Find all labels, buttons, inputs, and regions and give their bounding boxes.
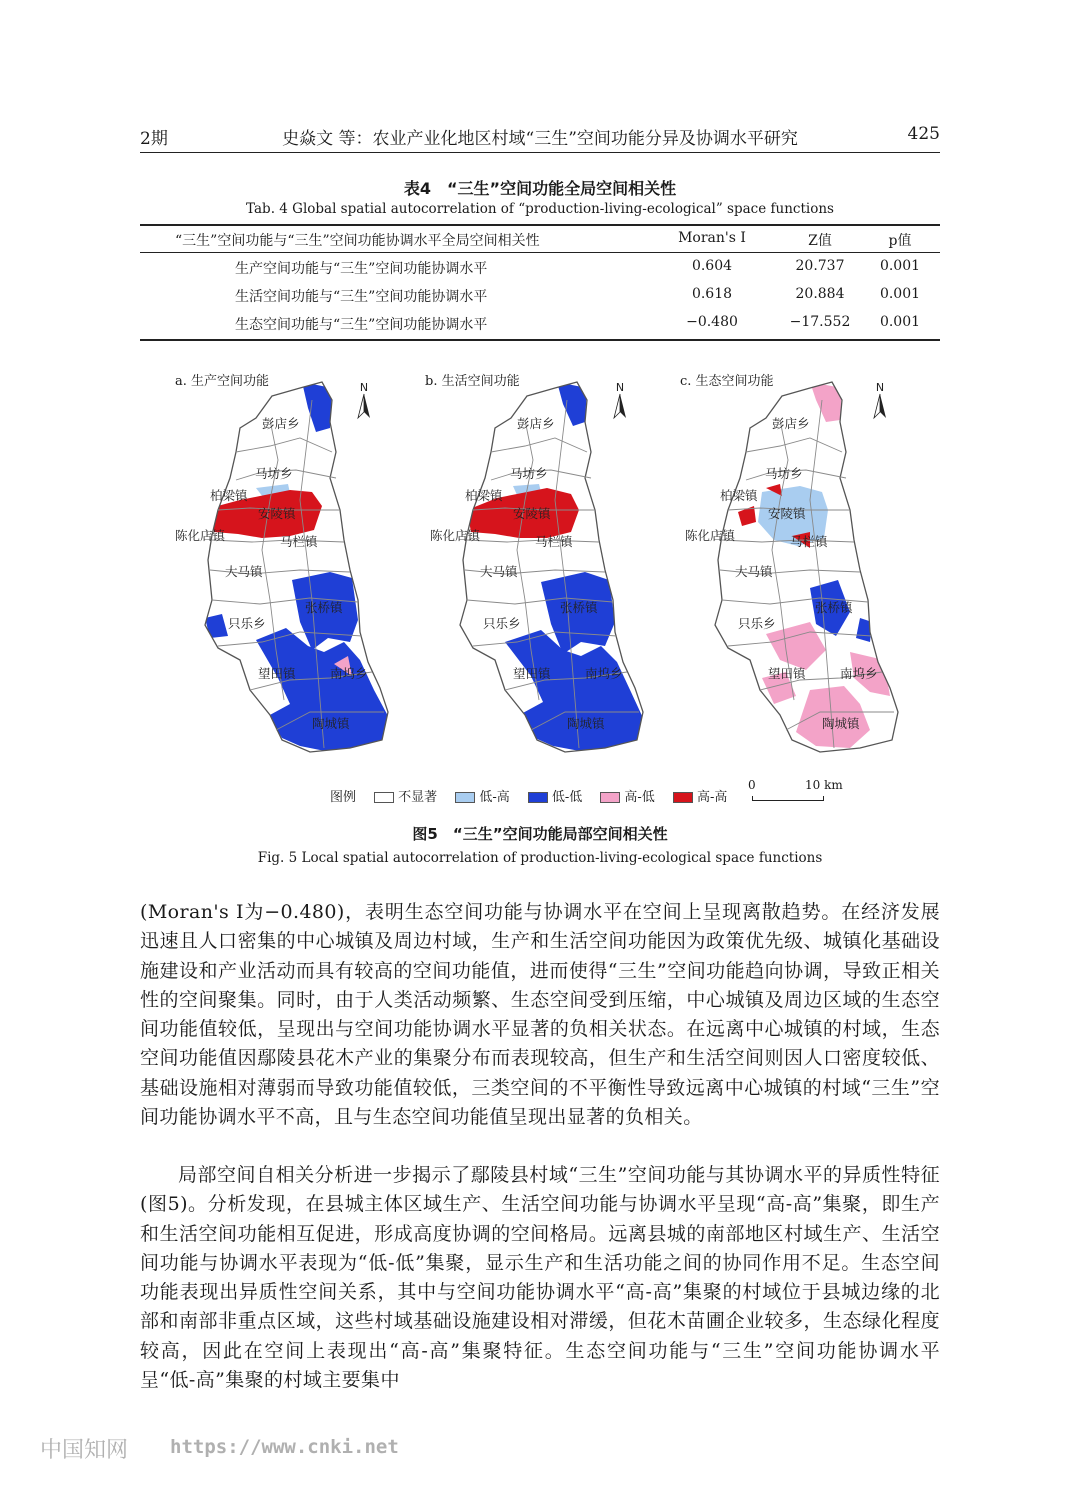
legend-swatch: [528, 792, 548, 803]
place-label: 陈化店镇: [685, 528, 736, 543]
map-title-c: c. 生态空间功能: [680, 374, 774, 389]
table-mid-rule: [140, 252, 940, 253]
north-label: N: [615, 381, 625, 394]
table-header: “三生”空间功能与“三生”空间功能协调水平全局空间相关性: [175, 233, 540, 249]
place-label: 马栏镇: [280, 534, 318, 549]
place-label: 陈化店镇: [175, 528, 226, 543]
legend-swatch: [600, 792, 620, 803]
place-label: 张桥镇: [815, 600, 853, 615]
place-label: 安陵镇: [258, 506, 296, 521]
legend-label: 高-高: [696, 790, 728, 805]
place-label: 柏梁镇: [210, 488, 248, 503]
scale-label: 10 km: [805, 778, 843, 792]
legend-label: 低-低: [551, 790, 583, 805]
place-label: 张桥镇: [305, 600, 343, 615]
table-cell: 生态空间功能与“三生”空间功能协调水平: [235, 317, 488, 333]
place-label: 望田镇: [258, 666, 296, 681]
scale-zero: 0: [748, 778, 756, 792]
place-label: 彭店乡: [517, 416, 555, 431]
place-label: 张桥镇: [560, 600, 598, 615]
table-cell: 0.604: [691, 258, 733, 274]
table-cell: −17.552: [789, 314, 851, 330]
table-header: Z值: [808, 233, 832, 249]
issue-number: 2期: [140, 129, 168, 149]
place-label: 柏梁镇: [465, 488, 503, 503]
north-arrow-icon: [874, 381, 886, 418]
table-cell: 20.884: [795, 286, 845, 302]
place-label: 陶城镇: [822, 716, 860, 731]
place-label: 马坊乡: [255, 466, 293, 481]
place-label: 马坊乡: [765, 466, 803, 481]
map-title-a: a. 生产空间功能: [175, 374, 270, 389]
table-header: Moran's I: [678, 230, 746, 246]
table-cell: 0.618: [691, 286, 733, 302]
place-label: 安陵镇: [768, 506, 806, 521]
table-caption-zh: 表4 “三生”空间功能全局空间相关性: [403, 179, 677, 198]
place-label: 安陵镇: [513, 506, 551, 521]
legend-swatch: [673, 792, 693, 803]
place-label: 望田镇: [768, 666, 806, 681]
place-label: 彭店乡: [772, 416, 810, 431]
body-paragraph-2: 局部空间自相关分析进一步揭示了鄢陵县村域“三生”空间功能与其协调水平的异质性特征(图5)。分析发现，在县城主体区域生产、生活空间功能与协调水平呈现“高-高”集聚，即生产和生活空间功能相互促进，形成高度协调的空间格局。远离县城的南部地区村域生产、生活空间功能与协调水平表现为“低-低”集聚，显示生产和生活功能之间的协同作用不足。生态空间功能表现出异质性空间关系，其中与空间功能协调水平“高-高”集聚的村域位于县城边缘的北部和南部非重点区域，这些村域基础设施建设相对滞缓，但花木苗圃企业较多，生态绿化程度较高，因此在空间上表现出“高-高”集聚特征。生态空间功能与“三生”空间功能协调水平呈“低-高”集聚的村域主要集中: [140, 1164, 940, 1392]
table-header: p值: [888, 233, 912, 249]
place-label: 彭店乡: [262, 416, 300, 431]
table-cell: 0.001: [879, 286, 921, 302]
cnki-watermark: 中国知网: [40, 1438, 129, 1463]
body-paragraph-1: (Moran's I为−0.480)，表明生态空间功能与协调水平在空间上呈现离散趋势。在经济发展迅速且人口密集的中心城镇及周边村域，生产和生活空间功能因为政策优先级、城镇化基础设施建设和产业活动而具有较高的空间功能值，进而使得“三生”空间功能趋向协调，导致正相关性的空间聚集。同时，由于人类活动频繁、生态空间受到压缩，中心城镇及周边区域的生态空间功能值较低，呈现出与空间功能协调水平显著的负相关状态。在远离中心城镇的村域，生态空间功能值因鄢陵县花木产业的集聚分布而表现较高，但生产和生活空间则因人口密度较低、基础设施相对薄弱而导致功能值较低，三类空间的不平衡性导致远离中心城镇的村域“三生”空间功能协调水平不高，且与生态空间功能值呈现出显著的负相关。: [140, 901, 940, 1129]
place-label: 只乐乡: [228, 616, 266, 631]
place-label: 南坞乡: [585, 666, 623, 681]
legend-label: 高-低: [624, 790, 655, 805]
map-figure: [0, 360, 1080, 760]
north-label: N: [875, 381, 885, 394]
map-title-b: b. 生活空间功能: [425, 374, 520, 389]
legend-label: 不显著: [398, 790, 438, 805]
legend-title: 图例: [330, 790, 357, 805]
place-label: 陶城镇: [567, 716, 605, 731]
place-label: 大马镇: [225, 564, 263, 579]
table-cell: 生产空间功能与“三生”空间功能协调水平: [235, 261, 488, 277]
place-label: 南坞乡: [840, 666, 878, 681]
place-label: 马栏镇: [790, 534, 828, 549]
header-rule: [140, 152, 940, 153]
table-cell: 0.001: [879, 258, 921, 274]
scale-bar: [752, 796, 824, 801]
table-cell: 生活空间功能与“三生”空间功能协调水平: [235, 289, 488, 305]
cnki-url: https://www.cnki.net: [170, 1436, 399, 1458]
place-label: 马栏镇: [535, 534, 573, 549]
north-arrow-icon: [614, 381, 626, 418]
table-caption-en: Tab. 4 Global spatial autocorrelation of “production-living-ecological” space functions: [246, 201, 834, 217]
table-cell: 0.001: [879, 314, 921, 330]
place-label: 陶城镇: [312, 716, 350, 731]
page-number: 425: [907, 124, 940, 144]
table-bottom-rule: [140, 339, 940, 341]
place-label: 柏梁镇: [720, 488, 758, 503]
table-top-rule: [140, 224, 940, 226]
place-label: 大马镇: [735, 564, 773, 579]
table-cell: −0.480: [686, 314, 738, 330]
place-label: 大马镇: [480, 564, 518, 579]
legend-swatch: [374, 792, 394, 803]
figure-caption-zh: 图5 “三生”空间功能局部空间相关性: [412, 825, 668, 843]
place-label: 马坊乡: [510, 466, 548, 481]
place-label: 陈化店镇: [430, 528, 481, 543]
place-label: 望田镇: [513, 666, 551, 681]
legend: [330, 786, 727, 805]
place-label: 只乐乡: [738, 616, 776, 631]
north-arrow-icon: [358, 381, 370, 418]
running-title: 史焱文 等：农业产业化地区村域“三生”空间功能分异及协调水平研究: [282, 129, 798, 149]
north-label: N: [359, 381, 369, 394]
place-label: 南坞乡: [330, 666, 368, 681]
table-cell: 20.737: [795, 258, 845, 274]
legend-swatch: [455, 792, 475, 803]
place-label: 只乐乡: [483, 616, 521, 631]
figure-caption-en: Fig. 5 Local spatial autocorrelation of production-living-ecological space functions: [257, 850, 823, 866]
legend-label: 低-高: [479, 790, 510, 805]
